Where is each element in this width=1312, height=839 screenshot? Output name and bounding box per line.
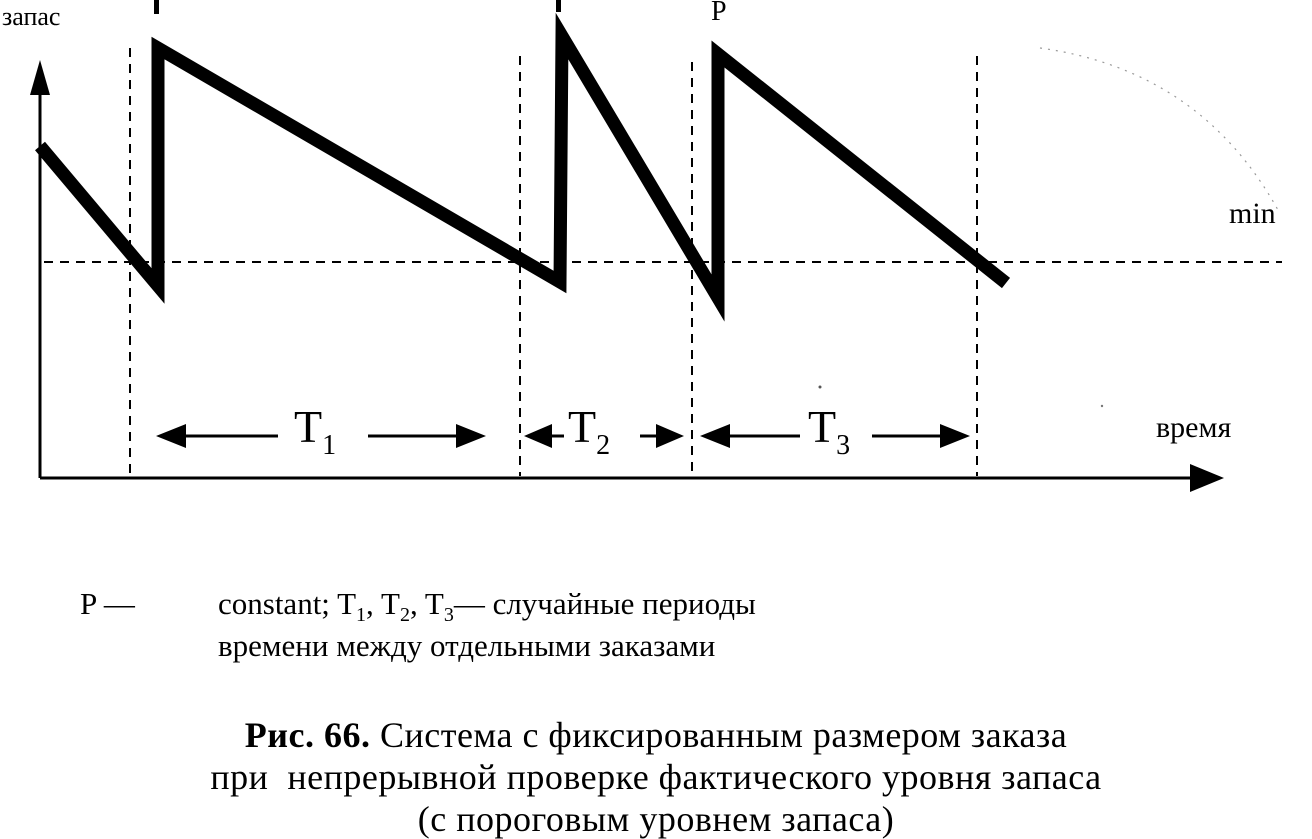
stock-level-curve: [40, 36, 1006, 298]
scan-artifact-arc: [1040, 48, 1278, 210]
legend-line-2: времени между отдельными заказами: [218, 628, 716, 663]
order-label: P: [711, 0, 727, 27]
legend-line-1: constant; $T_1$, $T_2$, $T_3—$ случайные периоды: [218, 586, 756, 626]
threshold-label: min: [1229, 197, 1276, 230]
scan-speck: [819, 386, 822, 389]
scan-speck: [1101, 405, 1103, 407]
y-axis-arrow: [30, 60, 50, 95]
figure-label: Рис. 66.: [244, 715, 371, 755]
figure-caption-line-2: при непрерывной проверке фактического уровня запаса: [210, 757, 1102, 797]
y-axis-label: запас: [2, 2, 61, 31]
legend-key: P —: [80, 586, 135, 621]
period-label-t2: $T_2$: [568, 401, 611, 461]
x-axis-label: время: [1156, 411, 1232, 444]
cropped-order-label-mark: [154, 0, 159, 14]
figure-caption-line-1: Рис. 66. Система с фиксированным размером заказа: [244, 715, 1068, 755]
period-label-t1: $T_1$: [294, 401, 337, 461]
x-axis-arrow: [1190, 464, 1224, 492]
period-label-t3: $T_3$: [808, 401, 851, 461]
cropped-order-label-mark: [556, 0, 561, 12]
figure-caption-line-3: (с пороговым уровнем запаса): [417, 799, 895, 839]
